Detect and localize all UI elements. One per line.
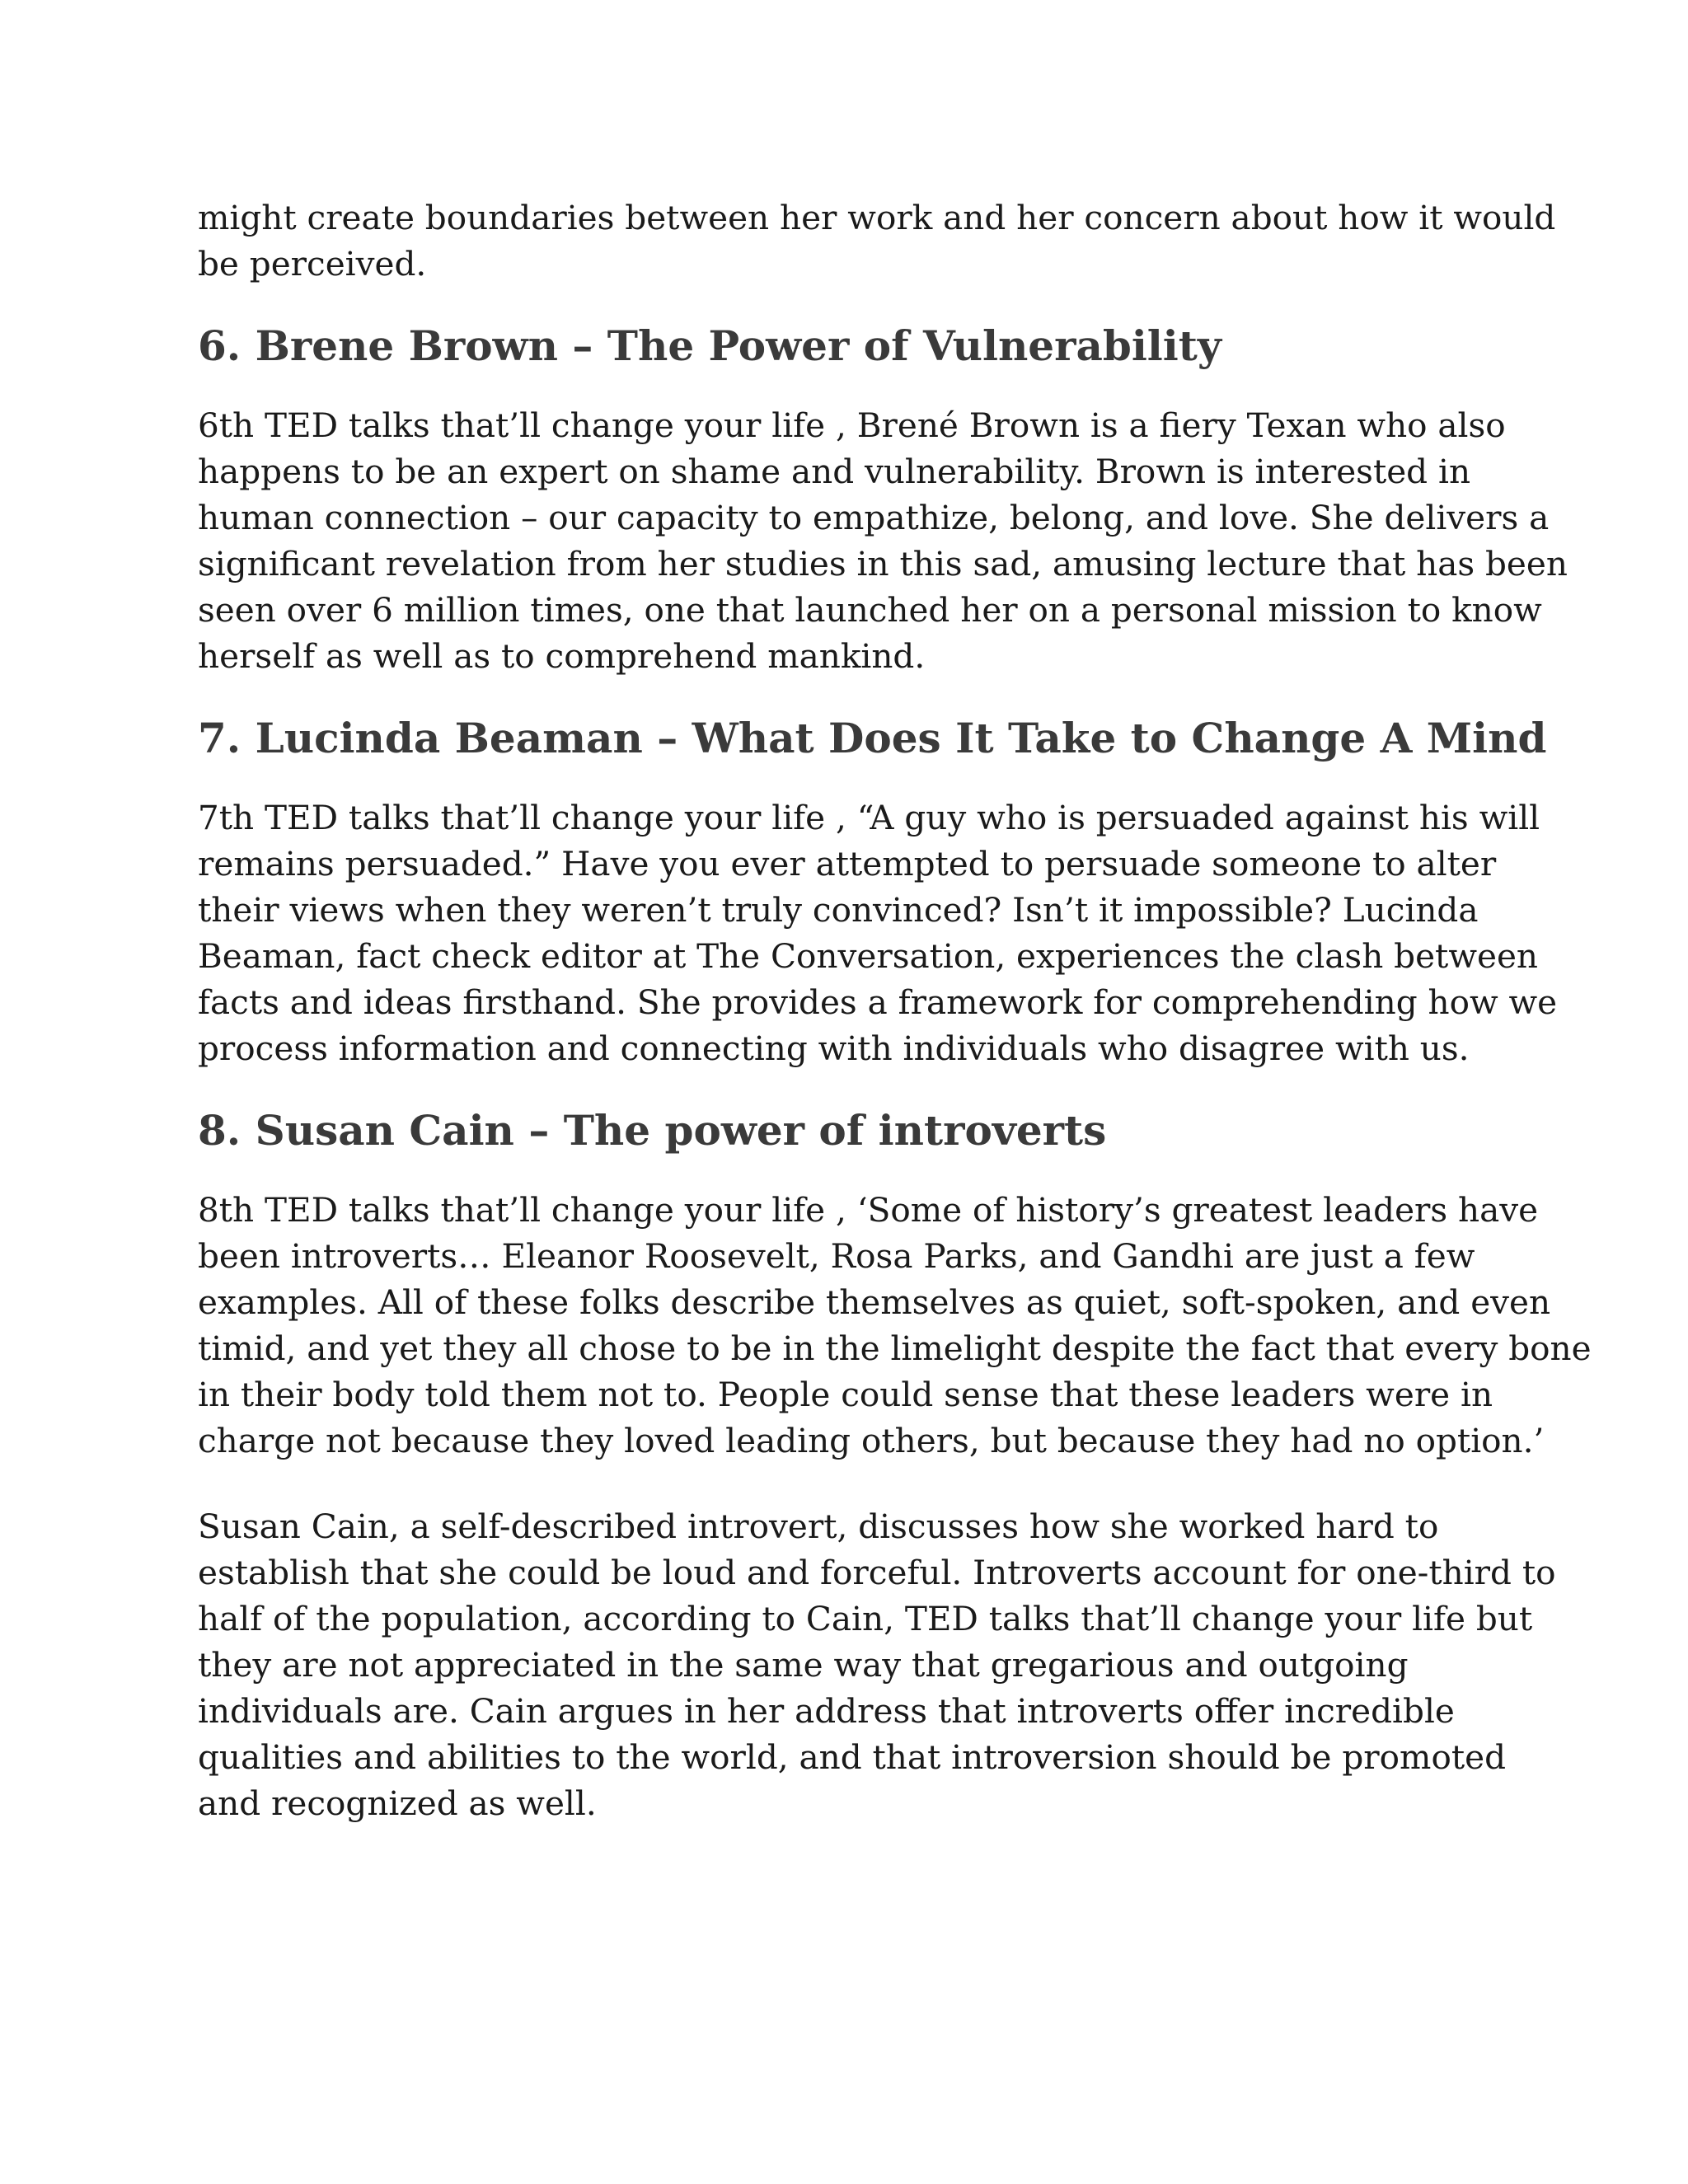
text-line: 7th TED talks that’ll change your life , “A guy who is persuaded against his will — [198, 798, 1540, 837]
text-line: half of the population, according to Cain, TED talks that’ll change your life but — [198, 1599, 1533, 1638]
text-line: process information and connecting with individuals who disagree with us. — [198, 1029, 1470, 1068]
text-line: been introverts… Eleanor Roosevelt, Rosa Parks, and Gandhi are just a few — [198, 1236, 1475, 1276]
text-line: human connection – our capacity to empathize, belong, and love. She delivers a — [198, 498, 1550, 537]
text-line: seen over 6 million times, one that launched her on a personal mission to know — [198, 590, 1542, 630]
section-8-paragraph-1 — [198, 1187, 1592, 1464]
document-page — [198, 194, 1592, 1826]
text-line: their views when they weren’t truly convinced? Isn’t it impossible? Lucinda — [198, 890, 1479, 930]
text-line: 8th TED talks that’ll change your life , ‘Some of history’s greatest leaders have — [198, 1190, 1539, 1230]
text-line: they are not appreciated in the same way that gregarious and outgoing — [198, 1645, 1409, 1685]
text-line: happens to be an expert on shame and vulnerability. Brown is interested in — [198, 452, 1471, 491]
text-line: individuals are. Cain argues in her address that introverts offer incredible — [198, 1691, 1455, 1731]
section-7-paragraph — [198, 794, 1558, 1071]
text-line: significant revelation from her studies in this sad, amusing lecture that has been — [198, 544, 1568, 583]
section-6-paragraph — [198, 402, 1568, 679]
text-line: 6th TED talks that’ll change your life , Brené Brown is a fiery Texan who also — [198, 405, 1506, 445]
text-line: be perceived. — [198, 244, 427, 284]
text-line: herself as well as to comprehend mankind. — [198, 636, 926, 676]
text-line: qualities and abilities to the world, and that introversion should be promoted — [198, 1737, 1506, 1777]
text-line: timid, and yet they all chose to be in the limelight despite the fact that every bone — [198, 1329, 1592, 1368]
text-line: establish that she could be loud and forceful. Introverts account for one-third to — [198, 1553, 1556, 1592]
text-line: facts and ideas firsthand. She provides a framework for comprehending how we — [198, 982, 1558, 1022]
intro-paragraph — [198, 194, 1556, 287]
text-line: might create boundaries between her work and her concern about how it would — [198, 198, 1556, 237]
text-line: Beaman, fact check editor at The Conversation, experiences the clash between — [198, 936, 1539, 976]
text-line: remains persuaded.” Have you ever attempted to persuade someone to alter — [198, 844, 1497, 883]
text-line: in their body told them not to. People could sense that these leaders were in — [198, 1375, 1493, 1414]
section-heading-8: 8. Susan Cain – The power of introverts — [198, 1106, 1107, 1155]
section-8-paragraph-2 — [198, 1503, 1556, 1826]
text-line: Susan Cain, a self-described introvert, discusses how she worked hard to — [198, 1507, 1439, 1546]
section-heading-7: 7. Lucinda Beaman – What Does It Take to Change A Mind — [198, 714, 1547, 762]
text-line: examples. All of these folks describe themselves as quiet, soft-spoken, and even — [198, 1282, 1551, 1322]
text-line: and recognized as well. — [198, 1783, 597, 1823]
section-heading-6: 6. Brene Brown – The Power of Vulnerability — [198, 321, 1221, 370]
text-line: charge not because they loved leading others, but because they had no option.’ — [198, 1421, 1545, 1460]
